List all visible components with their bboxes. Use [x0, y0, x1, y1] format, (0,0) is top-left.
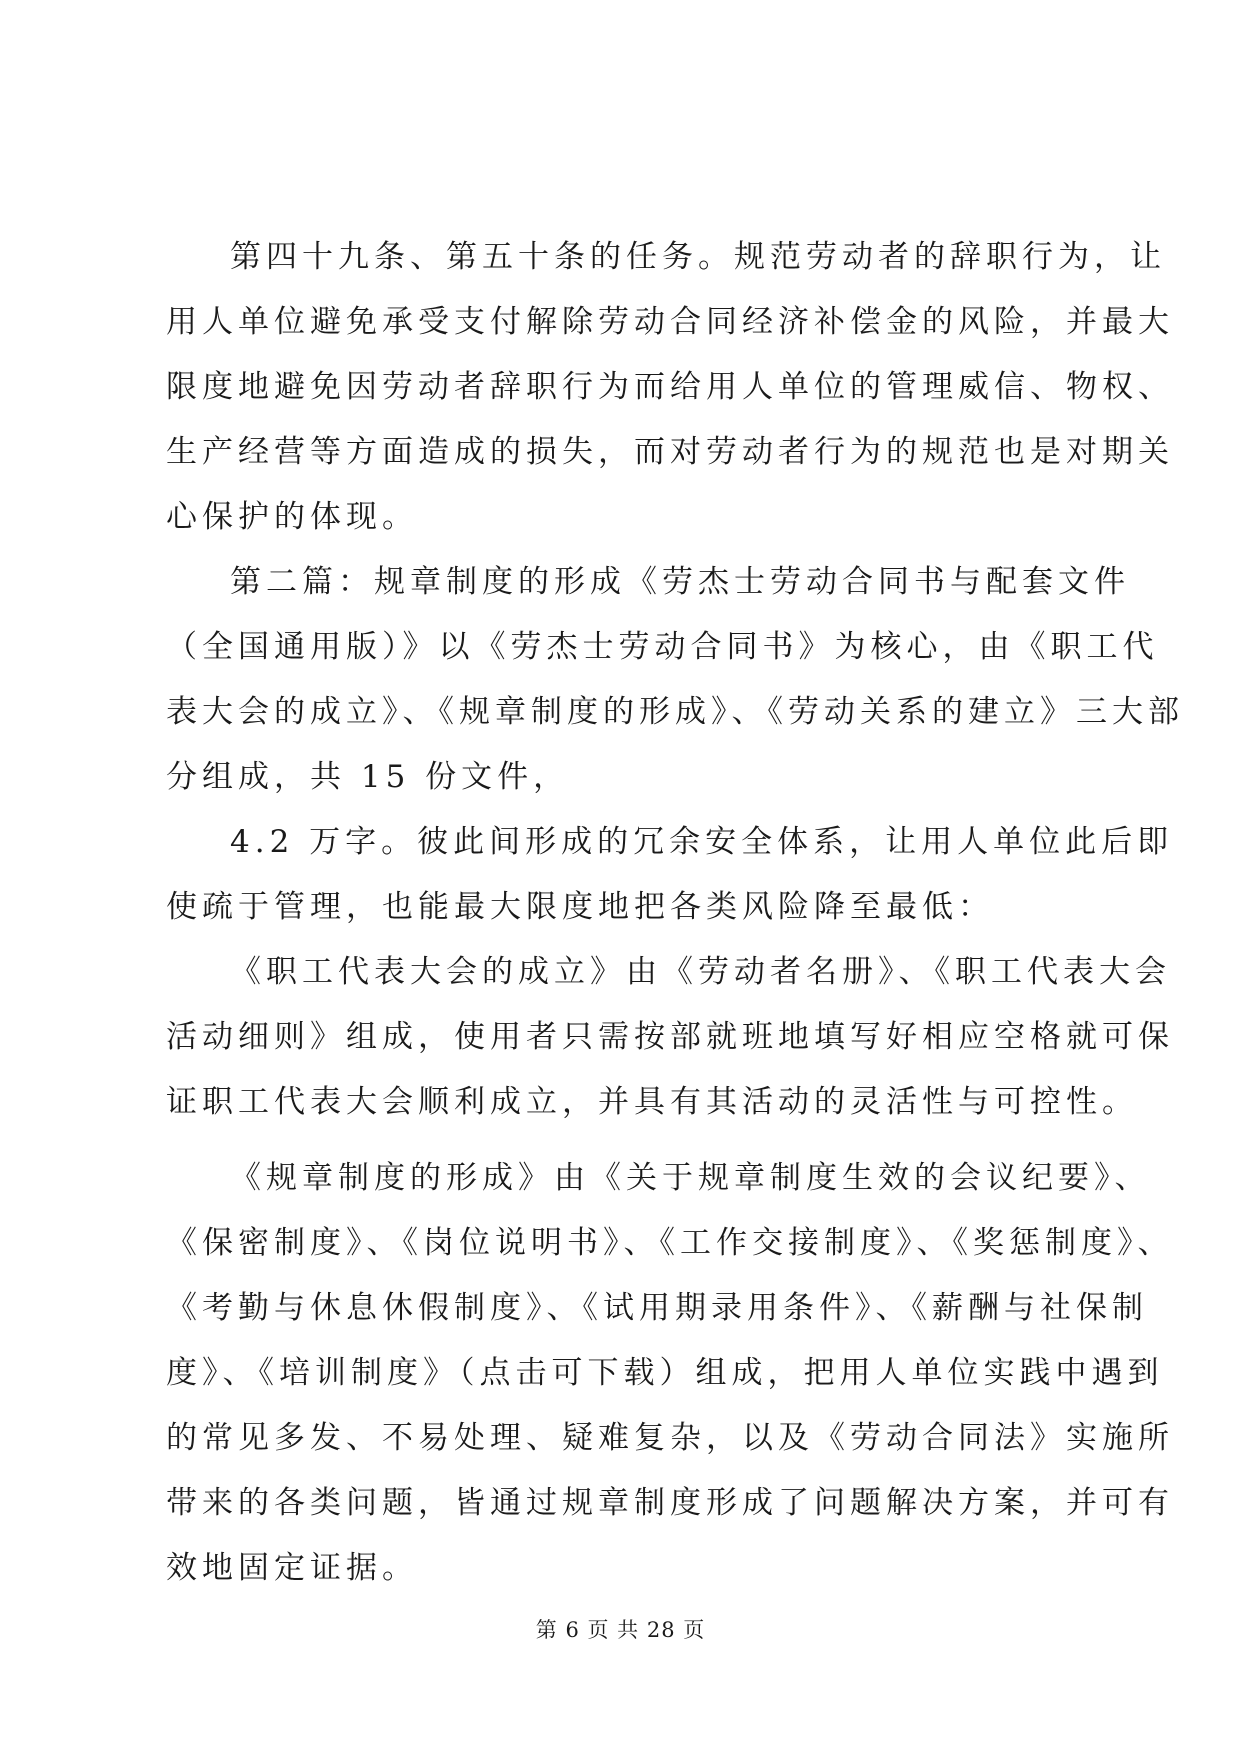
text-line: 效地固定证据。: [166, 1550, 418, 1586]
text-line: 证职工代表大会顺利成立，并具有其活动的灵活性与可控性。: [166, 1084, 1138, 1120]
text-line: 生产经营等方面造成的损失，而对劳动者行为的规范也是对期关: [166, 434, 1174, 470]
paragraph: [166, 225, 1174, 550]
paragraph: [166, 810, 1174, 940]
text-line: 第二篇：规章制度的形成《劳杰士劳动合同书与配套文件: [230, 564, 1130, 600]
text-line: 活动细则》组成，使用者只需按部就班地填写好相应空格就可保: [166, 1019, 1174, 1055]
text-line: 《保密制度》、《岗位说明书》、《工作交接制度》、《奖惩制度》、: [166, 1225, 1174, 1261]
page-number-footer: 第 6 页 共 28 页: [535, 1618, 706, 1642]
text-line: 《规章制度的形成》由《关于规章制度生效的会议纪要》、: [230, 1160, 1151, 1196]
text-line: 使疏于管理，也能最大限度地把各类风险降至最低：: [166, 889, 994, 925]
paragraph: [166, 940, 1174, 1135]
text-line: 分组成，共 15 份文件，: [166, 759, 570, 795]
text-line: 用人单位避免承受支付解除劳动合同经济补偿金的风险，并最大: [166, 304, 1174, 340]
text-line: 第四十九条、第五十条的任务。规范劳动者的辞职行为，让: [230, 239, 1166, 275]
text-line: 《考勤与休息休假制度》、《试用期录用条件》、《薪酬与社保制: [166, 1290, 1148, 1326]
text-line: 4.2 万字。彼此间形成的冗余安全体系，让用人单位此后即: [230, 824, 1174, 860]
text-line: 带来的各类问题，皆通过规章制度形成了问题解决方案，并可有: [166, 1485, 1174, 1521]
paragraph: [166, 1146, 1174, 1601]
text-line: 限度地避免因劳动者辞职行为而给用人单位的管理威信、物权、: [166, 369, 1174, 405]
text-line: 度》、《培训制度》（点击可下载）组成，把用人单位实践中遇到: [166, 1355, 1164, 1391]
document-body: [166, 225, 1184, 1601]
text-line: 心保护的体现。: [166, 499, 418, 535]
paragraph-spacer: [166, 1135, 1078, 1146]
text-line: 表大会的成立》、《规章制度的形成》、《劳动关系的建立》三大部: [166, 694, 1184, 730]
text-line: （全国通用版）》以《劳杰士劳动合同书》为核心，由《职工代: [166, 629, 1159, 665]
paragraph: [166, 550, 1184, 810]
text-line: 的常见多发、不易处理、疑难复杂，以及《劳动合同法》实施所: [166, 1420, 1174, 1456]
text-line: 《职工代表大会的成立》由《劳动者名册》、《职工代表大会: [230, 954, 1171, 990]
